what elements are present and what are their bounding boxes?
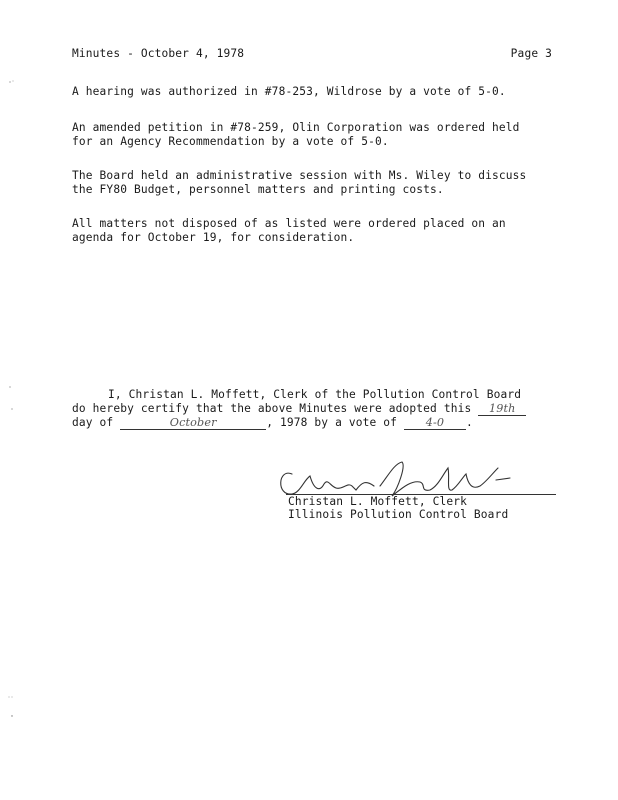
- scan-speck: [7, 694, 15, 700]
- paragraph-line: agenda for October 19, for consideration.: [72, 231, 355, 244]
- paragraph-line: the FY80 Budget, personnel matters and printing costs.: [72, 183, 444, 196]
- board-name: Illinois Pollution Control Board: [288, 508, 509, 521]
- paragraph-line: A hearing was authorized in #78-253, Wildrose by a vote of 5-0.: [72, 85, 506, 98]
- scan-speck: [9, 406, 17, 412]
- certification-line: [72, 402, 572, 416]
- signature-block: [288, 495, 508, 521]
- certification-line: [72, 416, 572, 430]
- certification-text: do hereby certify that the above Minutes were adopted this: [72, 402, 472, 415]
- certification-text: .: [465, 416, 473, 429]
- scan-speck: [7, 384, 15, 390]
- page-number: Page 3: [510, 47, 552, 60]
- minutes-paragraph-matters: [72, 217, 562, 245]
- month-handwritten: October: [120, 417, 266, 430]
- certification-text: day of: [72, 416, 114, 429]
- paragraph-line: An amended petition in #78-259, Olin Corporation was ordered held: [72, 121, 520, 134]
- certification-text: , 1978 by a vote of: [266, 416, 398, 429]
- paragraph-line: All matters not disposed of as listed were ordered placed on an: [72, 217, 506, 230]
- running-title: Minutes - October 4, 1978: [72, 47, 245, 60]
- minutes-paragraph-olin: [72, 121, 562, 149]
- paragraph-line: for an Agency Recommendation by a vote of 5-0.: [72, 135, 389, 148]
- certification-line: I, Christan L. Moffett, Clerk of the Pollution Control Board: [108, 388, 522, 401]
- minutes-paragraph-hearing: [72, 85, 562, 99]
- paragraph-line: The Board held an administrative session with Ms. Wiley to discuss: [72, 169, 527, 182]
- scan-speck: [8, 78, 16, 84]
- clerk-certification: [72, 388, 572, 430]
- scan-speck: [9, 713, 17, 719]
- vote-handwritten: 4-0: [404, 417, 466, 430]
- minutes-paragraph-admin-session: [72, 169, 562, 197]
- clerk-name: Christan L. Moffett, Clerk: [288, 495, 468, 508]
- day-handwritten: 19th: [478, 403, 526, 416]
